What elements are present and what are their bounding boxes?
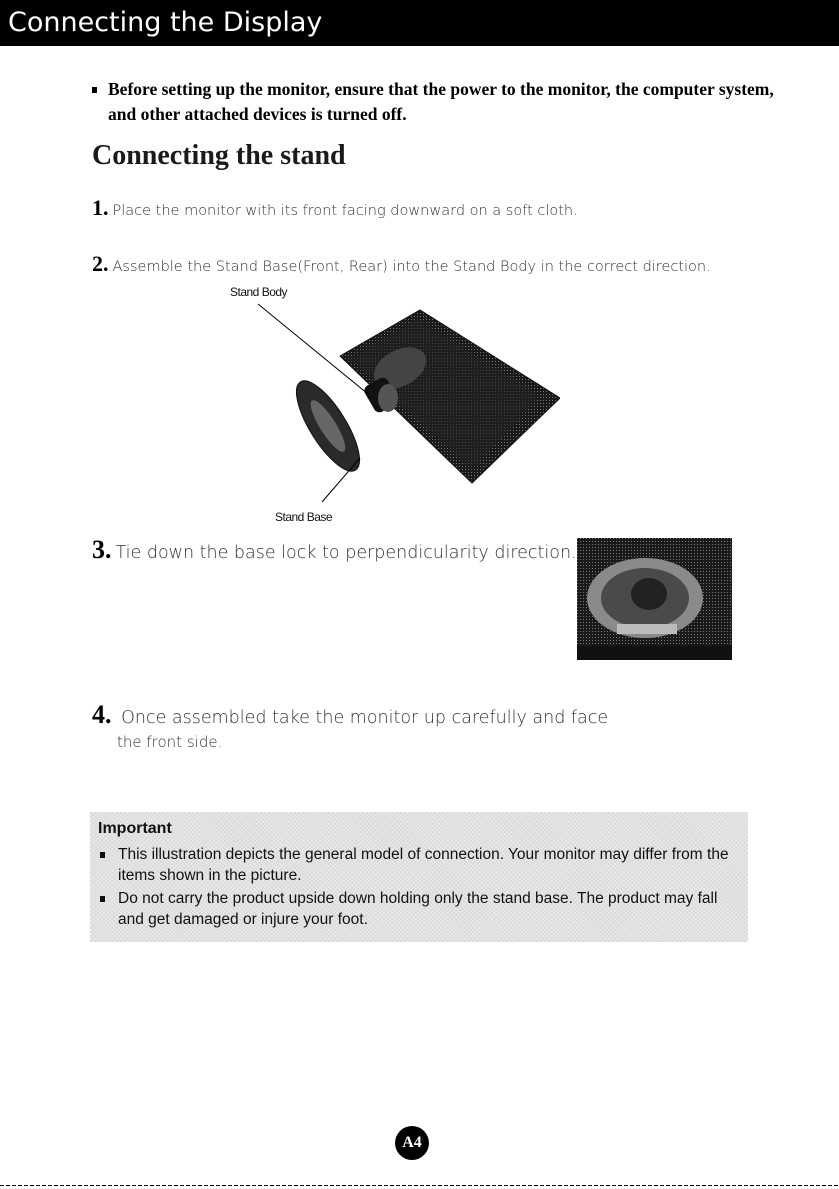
- step-2: [92, 253, 711, 278]
- stand-assembly-illustration: [240, 298, 560, 508]
- step-number: 2.: [92, 251, 109, 276]
- step-text: Place the monitor with its front facing downward on a soft cloth.: [112, 203, 578, 219]
- step-text-line1: Once assembled take the monitor up carefully and face: [121, 708, 609, 728]
- bullet-icon: [100, 852, 105, 858]
- bullet-icon: [100, 896, 105, 902]
- step-3: [92, 535, 577, 564]
- header-bar: [0, 0, 839, 46]
- important-item-text: This illustration depicts the general model of connection. Your monitor may differ from the items shown in the picture.: [118, 846, 729, 884]
- step-number: 3.: [92, 535, 112, 564]
- step-1: [92, 197, 578, 222]
- bottom-divider: [0, 1185, 839, 1186]
- section-title: Connecting the stand: [92, 140, 346, 171]
- important-notice: [90, 812, 748, 942]
- page-number-badge: A4: [395, 1126, 429, 1160]
- stand-base-label: Stand Base: [275, 510, 333, 524]
- power-warning: [92, 77, 792, 127]
- step-number: 4.: [92, 700, 112, 729]
- important-item: [100, 844, 730, 886]
- stand-body-label: Stand Body: [230, 285, 288, 299]
- step-text: Tie down the base lock to perpendicularity direction.: [115, 543, 577, 563]
- important-item: [100, 888, 730, 930]
- base-lock-photo: [577, 538, 732, 660]
- step-4: [92, 700, 609, 729]
- important-title: Important: [98, 820, 172, 837]
- step-text: Assemble the Stand Base(Front, Rear) into the Stand Body in the correct direction.: [112, 259, 711, 275]
- step-4-continued: the front side.: [117, 733, 223, 751]
- warning-text: Before setting up the monitor, ensure that the power to the monitor, the computer system, and other attached devices is turned off.: [108, 79, 774, 124]
- page-title: Connecting the Display: [8, 7, 323, 38]
- bullet-icon: [92, 87, 97, 93]
- step-number: 1.: [92, 195, 109, 220]
- important-item-text: Do not carry the product upside down holding only the stand base. The product may fall and get damaged or injure your foot.: [118, 890, 718, 928]
